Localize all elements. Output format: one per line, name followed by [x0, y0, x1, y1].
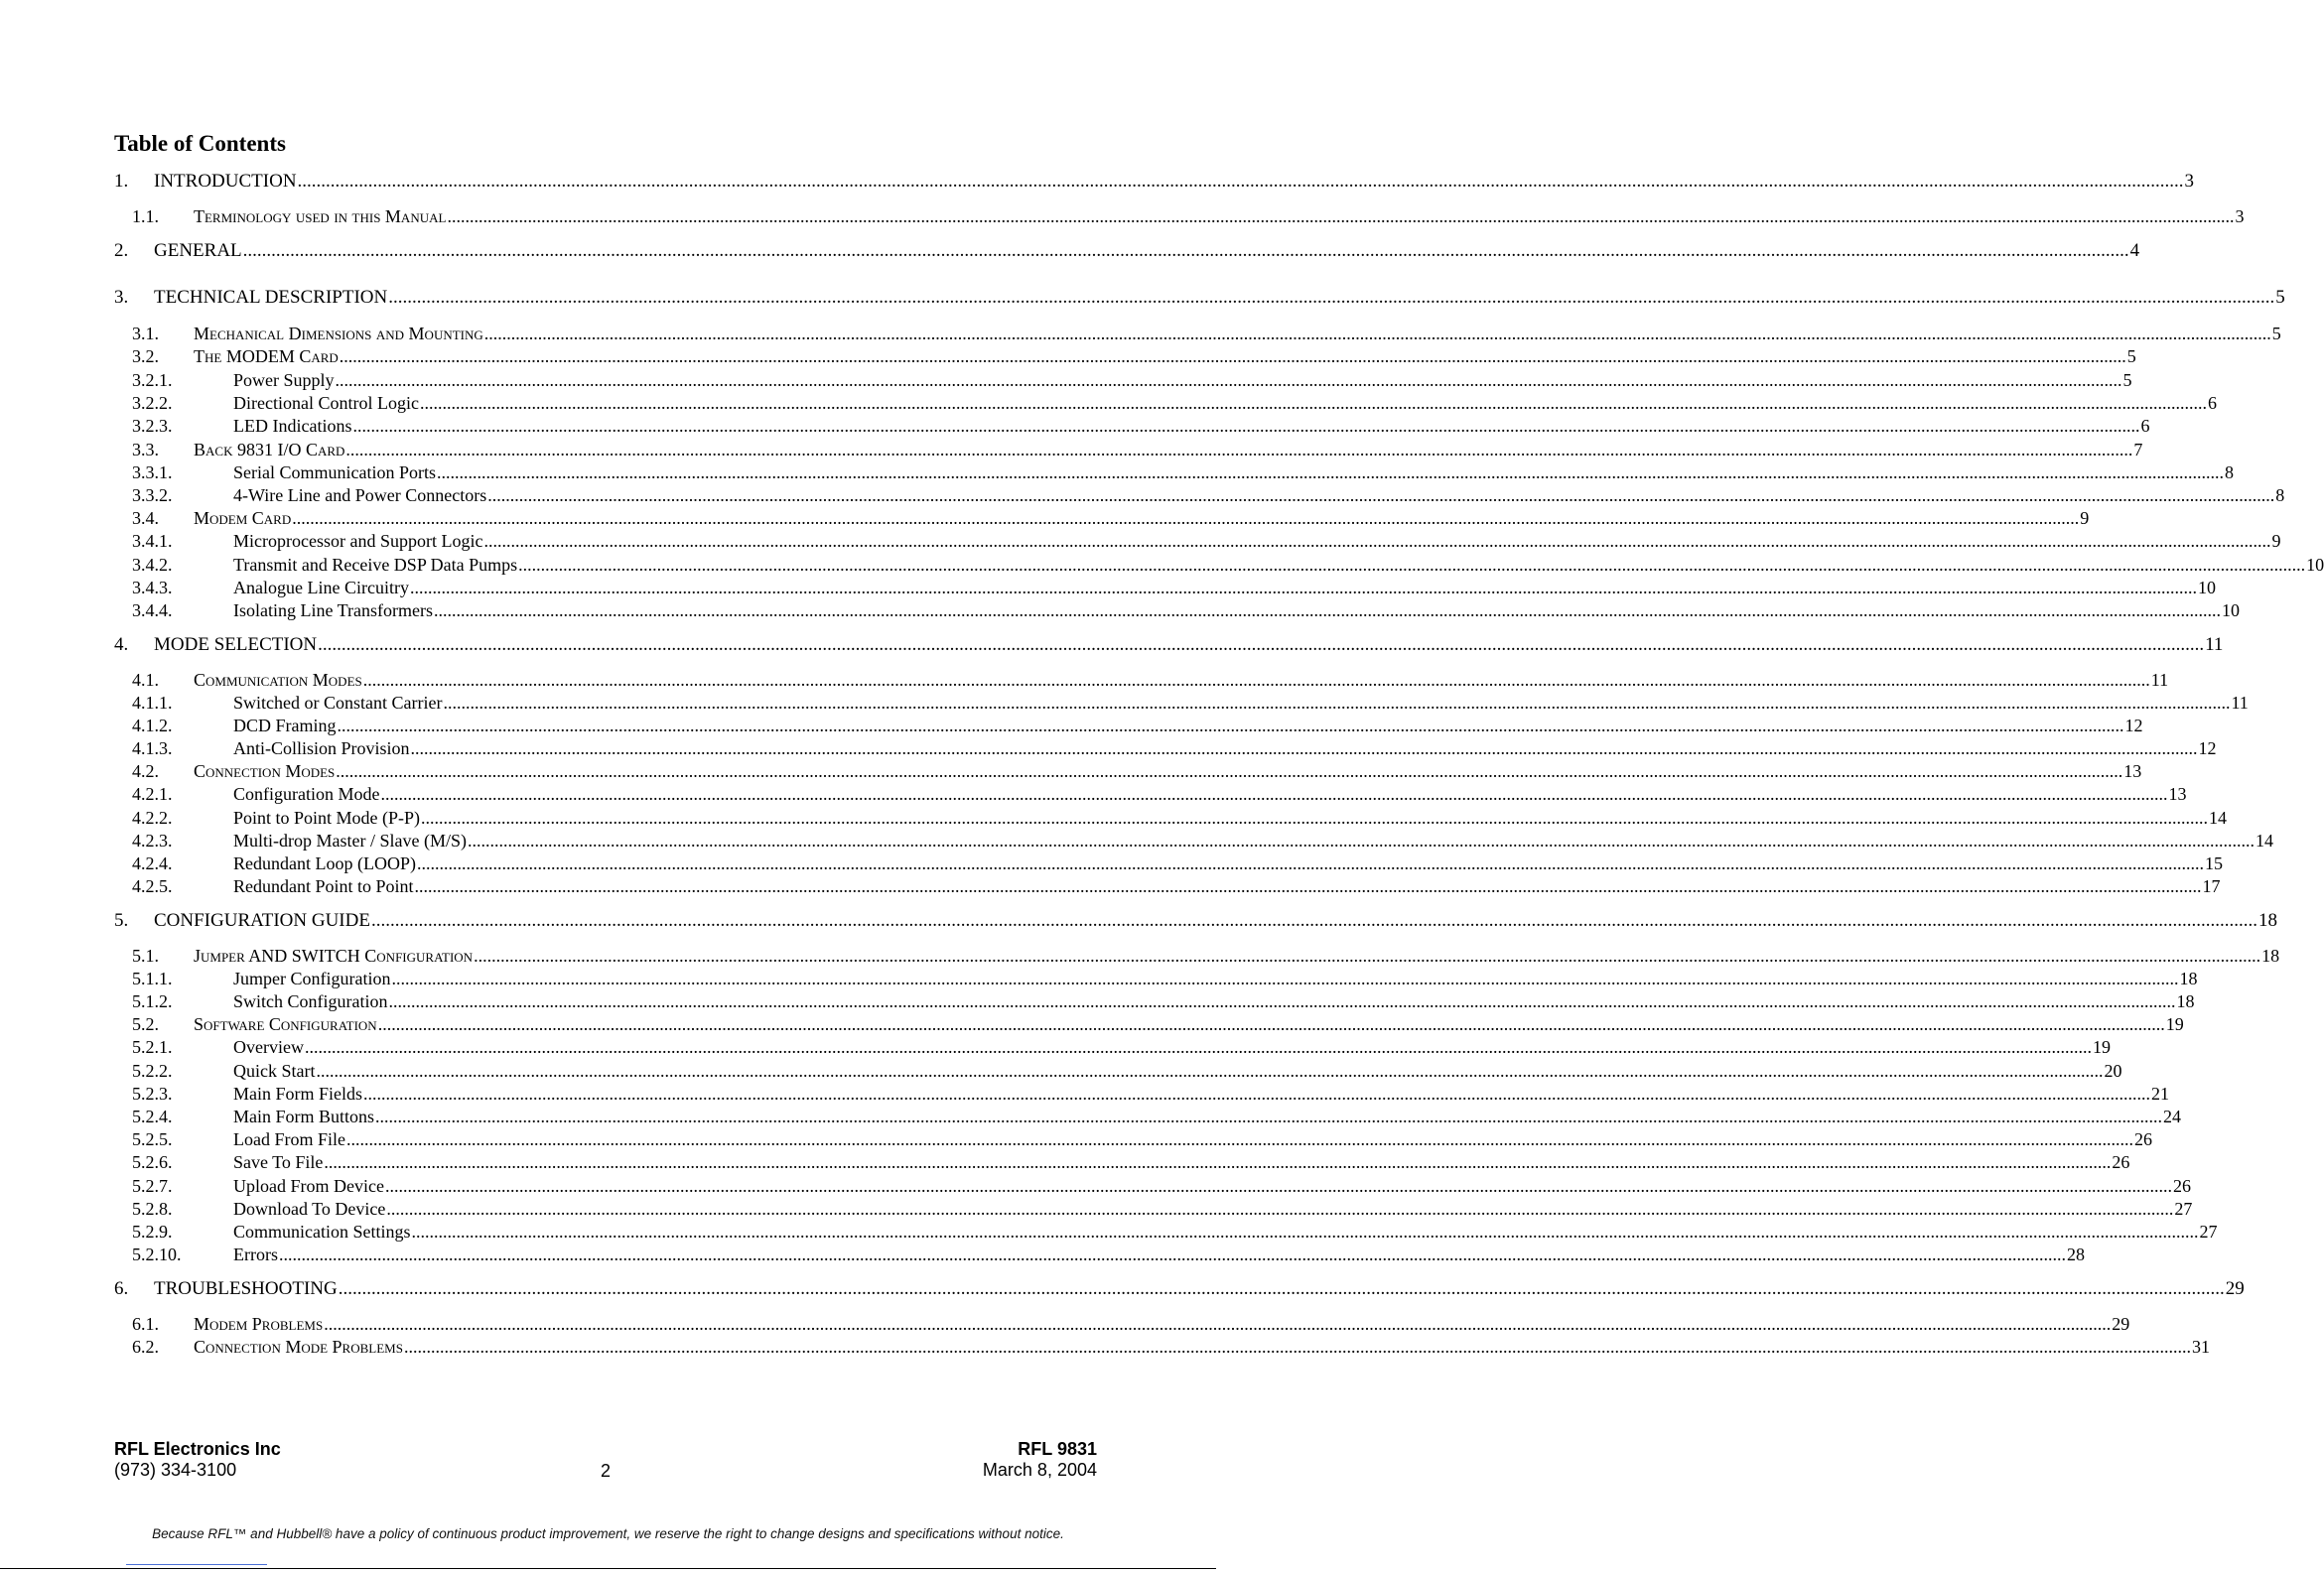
toc-leader-dots: ................................................................................................................................................................................................................................................................................................................................................................................................................ — [483, 324, 2271, 343]
bottom-rule — [0, 1568, 1216, 1569]
toc-entry-number: 1. — [114, 171, 129, 192]
toc-entry-number: 5.2.6. — [132, 1152, 173, 1172]
toc-entry[interactable] — [114, 632, 2224, 656]
toc-entry-label: Upload From Device — [233, 1176, 384, 1196]
toc-entry-number: 4. — [114, 634, 129, 655]
toc-entry[interactable] — [114, 238, 2140, 262]
product-name: RFL 9831 — [1018, 1439, 1097, 1459]
toc-leader-dots: ................................................................................................................................................................................................................................................................................................................................................................................................................ — [388, 287, 2275, 308]
toc-entry-label: Transmit and Receive DSP Data Pumps — [233, 555, 518, 575]
toc-entry-label: Multi-drop Master / Slave (M/S) — [233, 831, 467, 851]
toc-entry-label: Configuration Mode — [233, 784, 380, 804]
toc-leader-dots: ................................................................................................................................................................................................................................................................................................................................................................................................................ — [339, 346, 2126, 366]
toc-entry-label: Terminology used in this Manual — [194, 206, 447, 226]
toc-entry-label: Redundant Point to Point — [233, 876, 414, 896]
toc-entry-number: 2. — [114, 240, 129, 261]
toc-entry[interactable] — [114, 552, 2324, 576]
toc-leader-dots: ................................................................................................................................................................................................................................................................................................................................................................................................................ — [411, 1222, 2199, 1242]
toc-leader-dots: ................................................................................................................................................................................................................................................................................................................................................................................................................ — [443, 693, 2231, 713]
toc-entry[interactable] — [114, 285, 2285, 309]
toc-entry[interactable] — [114, 873, 2221, 897]
toc-entry-label: Mechanical Dimensions and Mounting — [194, 324, 483, 343]
toc-entry-label: Overview — [233, 1037, 304, 1057]
toc-entry-page: 27 — [2199, 1222, 2218, 1242]
page-number: 2 — [600, 1461, 611, 1481]
toc-entry-page: 12 — [2198, 738, 2217, 758]
toc-leader-dots: ................................................................................................................................................................................................................................................................................................................................................................................................................ — [324, 1314, 2112, 1334]
toc-entry-number: 3.4. — [132, 508, 159, 528]
toc-entry-page: 17 — [2202, 876, 2221, 896]
toc-entry-page: 4 — [2129, 240, 2140, 261]
toc-entry-label: Isolating Line Transformers — [233, 600, 433, 620]
company-name: RFL Electronics Inc — [114, 1439, 281, 1459]
toc-entry-number: 4.2.1. — [132, 784, 173, 804]
toc-entry[interactable] — [114, 667, 2169, 691]
toc-entry-number: 5.1.2. — [132, 991, 173, 1011]
toc-leader-dots: ................................................................................................................................................................................................................................................................................................................................................................................................................ — [352, 416, 2140, 436]
toc-entry-page: 7 — [2133, 440, 2143, 459]
toc-entry-page: 8 — [2275, 485, 2285, 505]
toc-entry-page: 6 — [2207, 393, 2217, 413]
toc-entry-number: 5.1. — [132, 946, 159, 966]
toc-entry-page: 28 — [2066, 1245, 2085, 1264]
toc-leader-dots: ................................................................................................................................................................................................................................................................................................................................................................................................................ — [324, 1152, 2112, 1172]
toc-entry-label: Serial Communication Ports — [233, 462, 436, 482]
toc-entry[interactable] — [114, 575, 2216, 598]
toc-leader-dots: ................................................................................................................................................................................................................................................................................................................................................................................................................ — [370, 910, 2257, 931]
toc-entry[interactable] — [114, 1173, 2191, 1197]
toc-entry[interactable] — [114, 988, 2195, 1012]
toc-entry-label: Modem Card — [194, 508, 292, 528]
toc-leader-dots: ................................................................................................................................................................................................................................................................................................................................................................................................................ — [433, 600, 2221, 620]
toc-entry-page: 10 — [2306, 555, 2324, 575]
toc-entry-number: 3.3.2. — [132, 485, 173, 505]
toc-entry-page: 10 — [2221, 600, 2240, 620]
toc-entry-number: 4.2.2. — [132, 808, 173, 828]
toc-leader-dots: ................................................................................................................................................................................................................................................................................................................................................................................................................ — [474, 946, 2261, 966]
toc-entry[interactable] — [114, 735, 2217, 759]
toc-entry-number: 3.2.2. — [132, 393, 173, 413]
toc-entry-label: Power Supply — [233, 370, 335, 390]
toc-entry-label: Modem Problems — [194, 1314, 324, 1334]
toc-entry-number: 3.4.2. — [132, 555, 173, 575]
toc-entry[interactable] — [114, 505, 2090, 529]
toc-entry[interactable] — [114, 482, 2285, 506]
toc-leader-dots: ................................................................................................................................................................................................................................................................................................................................................................................................................ — [375, 1107, 2163, 1126]
toc-entry-page: 20 — [2104, 1061, 2122, 1081]
toc-entry[interactable] — [114, 528, 2281, 552]
toc-entry[interactable] — [114, 851, 2223, 874]
toc-entry[interactable] — [114, 713, 2143, 736]
toc-entry-number: 5.2.8. — [132, 1199, 173, 1219]
toc-entry-number: 5. — [114, 910, 129, 931]
toc-entry-page: 18 — [2257, 910, 2277, 931]
toc-entry[interactable] — [114, 203, 2245, 227]
toc-entry[interactable] — [114, 390, 2217, 414]
toc-entry-page: 13 — [2168, 784, 2187, 804]
toc-entry-number: 5.2.5. — [132, 1129, 173, 1149]
toc-leader-dots: ................................................................................................................................................................................................................................................................................................................................................................................................................ — [391, 969, 2179, 988]
toc-leader-dots: ................................................................................................................................................................................................................................................................................................................................................................................................................ — [345, 440, 2133, 459]
toc-entry-label: 4-Wire Line and Power Connectors — [233, 485, 487, 505]
toc-entry[interactable] — [114, 1126, 2152, 1150]
toc-entry-page: 13 — [2123, 761, 2142, 781]
toc-entry[interactable] — [114, 758, 2142, 782]
toc-entry-page: 11 — [2205, 634, 2224, 655]
toc-leader-dots: ................................................................................................................................................................................................................................................................................................................................................................................................................ — [346, 1129, 2133, 1149]
toc-leader-dots: ................................................................................................................................................................................................................................................................................................................................................................................................................ — [318, 634, 2205, 655]
toc-leader-dots: ................................................................................................................................................................................................................................................................................................................................................................................................................ — [242, 240, 2129, 261]
toc-entry-page: 9 — [2080, 508, 2090, 528]
toc-entry-number: 5.2.3. — [132, 1084, 173, 1104]
toc-leader-dots: ................................................................................................................................................................................................................................................................................................................................................................................................................ — [447, 206, 2235, 226]
toc-entry[interactable] — [114, 437, 2143, 460]
toc-leader-dots: ................................................................................................................................................................................................................................................................................................................................................................................................................ — [409, 578, 2197, 597]
toc-entry-number: 3. — [114, 287, 129, 308]
toc-leader-dots: ................................................................................................................................................................................................................................................................................................................................................................................................................ — [384, 1176, 2172, 1196]
toc-entry-number: 3.3.1. — [132, 462, 173, 482]
toc-entry-page: 5 — [2126, 346, 2136, 366]
toc-entry-page: 5 — [2275, 287, 2285, 308]
toc-entry-number: 3.4.3. — [132, 578, 173, 597]
toc-entry[interactable] — [114, 459, 2234, 483]
toc-leader-dots: ................................................................................................................................................................................................................................................................................................................................................................................................................ — [419, 393, 2207, 413]
toc-entry-page: 6 — [2140, 416, 2150, 436]
toc-entry-label: Jumper AND SWITCH Configuration — [194, 946, 474, 966]
toc-entry[interactable] — [114, 1149, 2130, 1173]
toc-entry-number: 4.2.4. — [132, 853, 173, 873]
toc-entry-label: TROUBLESHOOTING — [154, 1278, 338, 1299]
toc-leader-dots: ................................................................................................................................................................................................................................................................................................................................................................................................................ — [416, 853, 2204, 873]
toc-leader-dots: ................................................................................................................................................................................................................................................................................................................................................................................................................ — [297, 171, 2184, 192]
toc-entry-label: Connection Mode Problems — [194, 1337, 403, 1357]
toc-title: Table of Contents — [114, 131, 286, 156]
toc-entry-number: 3.2. — [132, 346, 159, 366]
toc-entry[interactable] — [114, 597, 2240, 621]
toc-entry[interactable] — [114, 169, 2195, 193]
toc-entry-label: Redundant Loop (LOOP) — [233, 853, 416, 873]
toc-entry-number: 3.4.4. — [132, 600, 173, 620]
toc-entry-label: Main Form Fields — [233, 1084, 363, 1104]
toc-entry[interactable] — [114, 1034, 2111, 1058]
toc-entry[interactable] — [114, 1011, 2184, 1035]
toc-entry-label: Save To File — [233, 1152, 324, 1172]
toc-entry-label: Anti-Collision Provision — [233, 738, 410, 758]
toc-entry-label: Directional Control Logic — [233, 393, 419, 413]
toc-leader-dots: ................................................................................................................................................................................................................................................................................................................................................................................................................ — [403, 1337, 2191, 1357]
toc-entry-page: 11 — [2150, 670, 2169, 690]
toc-entry-page: 3 — [2184, 171, 2195, 192]
toc-entry[interactable] — [114, 321, 2281, 344]
toc-entry-number: 5.2.1. — [132, 1037, 173, 1057]
toc-leader-dots: ................................................................................................................................................................................................................................................................................................................................................................................................................ — [410, 738, 2198, 758]
toc-entry-page: 18 — [2176, 991, 2195, 1011]
company-phone: (973) 334-3100 — [114, 1460, 237, 1480]
toc-entry-page: 29 — [2225, 1278, 2245, 1299]
toc-entry-page: 10 — [2197, 578, 2216, 597]
toc-leader-dots: ................................................................................................................................................................................................................................................................................................................................................................................................................ — [337, 716, 2124, 735]
toc-entry[interactable] — [114, 1058, 2122, 1082]
toc-entry-label: INTRODUCTION — [154, 171, 297, 192]
toc-entry-label: Back 9831 I/O Card — [194, 440, 345, 459]
toc-entry-number: 5.1.1. — [132, 969, 173, 988]
toc-entry-label: Load From File — [233, 1129, 345, 1149]
toc-entry-page: 27 — [2174, 1199, 2193, 1219]
toc-entry-label: Communication Settings — [233, 1222, 411, 1242]
toc-entry-page: 29 — [2112, 1314, 2130, 1334]
toc-leader-dots: ................................................................................................................................................................................................................................................................................................................................................................................................................ — [388, 991, 2176, 1011]
toc-leader-dots: ................................................................................................................................................................................................................................................................................................................................................................................................................ — [338, 1278, 2225, 1299]
toc-entry-page: 8 — [2225, 462, 2234, 482]
toc-entry-number: 4.2.5. — [132, 876, 173, 896]
toc-entry-page: 24 — [2163, 1107, 2182, 1126]
toc-entry-label: LED Indications — [233, 416, 352, 436]
toc-entry-label: Connection Modes — [194, 761, 336, 781]
toc-leader-dots: ................................................................................................................................................................................................................................................................................................................................................................................................................ — [437, 462, 2224, 482]
toc-entry-number: 5.2.4. — [132, 1107, 173, 1126]
toc-leader-dots: ................................................................................................................................................................................................................................................................................................................................................................................................................ — [292, 508, 2080, 528]
toc-entry[interactable] — [114, 1219, 2218, 1243]
toc-entry-page: 26 — [2172, 1176, 2191, 1196]
toc-entry-label: Communication Modes — [194, 670, 362, 690]
toc-leader-dots: ................................................................................................................................................................................................................................................................................................................................................................................................................ — [362, 670, 2150, 690]
toc-entry-number: 4.1.2. — [132, 716, 173, 735]
toc-leader-dots: ................................................................................................................................................................................................................................................................................................................................................................................................................ — [304, 1037, 2092, 1057]
toc-entry-label: TECHNICAL DESCRIPTION — [154, 287, 388, 308]
toc-entry-label: DCD Framing — [233, 716, 337, 735]
footer-right — [983, 1439, 1097, 1481]
toc-entry-label: Point to Point Mode (P-P) — [233, 808, 421, 828]
toc-entry-number: 1.1. — [132, 206, 159, 226]
toc-entry[interactable] — [114, 1334, 2210, 1358]
toc-entry-label: Main Form Buttons — [233, 1107, 375, 1126]
toc-entry[interactable] — [114, 1242, 2085, 1265]
toc-entry-number: 5.2.7. — [132, 1176, 173, 1196]
toc-entry-number: 6.1. — [132, 1314, 159, 1334]
toc-entry-label: Errors — [233, 1245, 278, 1264]
toc-entry-number: 4.1. — [132, 670, 159, 690]
toc-entry-label: GENERAL — [154, 240, 242, 261]
toc-entry-page: 5 — [2122, 370, 2132, 390]
toc-leader-dots: ................................................................................................................................................................................................................................................................................................................................................................................................................ — [363, 1084, 2151, 1104]
toc-entry-label: Microprocessor and Support Logic — [233, 531, 483, 551]
toc-leader-dots: ................................................................................................................................................................................................................................................................................................................................................................................................................ — [487, 485, 2275, 505]
toc-entry-page: 21 — [2151, 1084, 2170, 1104]
toc-leader-dots: ................................................................................................................................................................................................................................................................................................................................................................................................................ — [421, 808, 2209, 828]
toc-entry[interactable] — [114, 1081, 2170, 1105]
toc-entry-label: MODE SELECTION — [154, 634, 318, 655]
toc-entry-number: 4.2. — [132, 761, 159, 781]
toc-entry-page: 26 — [2134, 1129, 2152, 1149]
toc-entry-label: Quick Start — [233, 1061, 316, 1081]
toc-entry[interactable] — [114, 828, 2273, 852]
toc-entry-page: 14 — [2209, 808, 2228, 828]
toc-entry[interactable] — [114, 343, 2136, 367]
toc-entry[interactable] — [114, 781, 2187, 805]
toc-leader-dots: ................................................................................................................................................................................................................................................................................................................................................................................................................ — [380, 784, 2168, 804]
toc-leader-dots: ................................................................................................................................................................................................................................................................................................................................................................................................................ — [467, 831, 2255, 851]
toc-entry-page: 19 — [2165, 1014, 2184, 1034]
toc-entry-page: 26 — [2112, 1152, 2130, 1172]
toc-entry-page: 18 — [2179, 969, 2198, 988]
toc-entry-page: 19 — [2092, 1037, 2111, 1057]
toc-entry[interactable] — [114, 966, 2198, 989]
toc-entry-number: 4.2.3. — [132, 831, 173, 851]
toc-entry-label: CONFIGURATION GUIDE — [154, 910, 370, 931]
toc-entry-number: 4.1.1. — [132, 693, 173, 713]
toc-entry-label: Jumper Configuration — [233, 969, 391, 988]
link-underline — [126, 1564, 267, 1565]
toc-entry-page: 18 — [2261, 946, 2280, 966]
toc-entry-label: The MODEM Card — [194, 346, 339, 366]
toc-leader-dots: ................................................................................................................................................................................................................................................................................................................................................................................................................ — [483, 531, 2271, 551]
toc-entry-page: 31 — [2191, 1337, 2210, 1357]
toc-leader-dots: ................................................................................................................................................................................................................................................................................................................................................................................................................ — [386, 1199, 2174, 1219]
toc-entry[interactable] — [114, 690, 2249, 714]
toc-entry-number: 3.3. — [132, 440, 159, 459]
document-date: March 8, 2004 — [982, 1460, 1097, 1480]
toc-entry-label: Download To Device — [233, 1199, 386, 1219]
toc-entry-label: Switched or Constant Carrier — [233, 693, 443, 713]
toc-entry-number: 5.2. — [132, 1014, 159, 1034]
toc-entry-page: 11 — [2231, 693, 2249, 713]
toc-leader-dots: ................................................................................................................................................................................................................................................................................................................................................................................................................ — [335, 370, 2122, 390]
toc-entry-label: Switch Configuration — [233, 991, 388, 1011]
toc-entry-page: 9 — [2271, 531, 2281, 551]
disclaimer-text: Because RFL™ and Hubbell® have a policy of continuous product improvement, we reserve the right to change designs and specifications without notice. — [152, 1526, 1064, 1541]
toc-entry[interactable] — [114, 367, 2132, 391]
toc-entry-number: 3.2.3. — [132, 416, 173, 436]
toc-entry-page: 15 — [2204, 853, 2223, 873]
toc-entry[interactable] — [114, 413, 2150, 437]
toc-entry-number: 5.2.9. — [132, 1222, 173, 1242]
toc-entry-number: 3.4.1. — [132, 531, 173, 551]
toc-leader-dots: ................................................................................................................................................................................................................................................................................................................................................................................................................ — [316, 1061, 2104, 1081]
toc-entry[interactable] — [114, 1276, 2245, 1300]
toc-leader-dots: ................................................................................................................................................................................................................................................................................................................................................................................................................ — [414, 876, 2202, 896]
toc-leader-dots: ................................................................................................................................................................................................................................................................................................................................................................................................................ — [518, 555, 2306, 575]
toc-entry-label: Software Configuration — [194, 1014, 377, 1034]
toc-entry-label: Analogue Line Circuitry — [233, 578, 409, 597]
toc-entry-page: 5 — [2271, 324, 2281, 343]
toc-entry-number: 6.2. — [132, 1337, 159, 1357]
toc-entry-page: 3 — [2235, 206, 2245, 226]
toc-entry[interactable] — [114, 943, 2280, 967]
toc-entry-number: 3.2.1. — [132, 370, 173, 390]
toc-entry[interactable] — [114, 1196, 2193, 1220]
toc-entry[interactable] — [114, 805, 2228, 829]
toc-leader-dots: ................................................................................................................................................................................................................................................................................................................................................................................................................ — [377, 1014, 2165, 1034]
toc-entry-page: 14 — [2255, 831, 2273, 851]
toc-entry-number: 5.2.2. — [132, 1061, 173, 1081]
toc-entry[interactable] — [114, 908, 2277, 932]
toc-entry[interactable] — [114, 1104, 2182, 1127]
toc-entry[interactable] — [114, 1311, 2130, 1335]
toc-entry-number: 6. — [114, 1278, 129, 1299]
toc-entry-page: 12 — [2124, 716, 2143, 735]
toc-entry-number: 4.1.3. — [132, 738, 173, 758]
toc-leader-dots: ................................................................................................................................................................................................................................................................................................................................................................................................................ — [278, 1245, 2066, 1264]
toc-entry-number: 3.1. — [132, 324, 159, 343]
toc-entry-number: 5.2.10. — [132, 1245, 182, 1264]
toc-leader-dots: ................................................................................................................................................................................................................................................................................................................................................................................................................ — [336, 761, 2123, 781]
